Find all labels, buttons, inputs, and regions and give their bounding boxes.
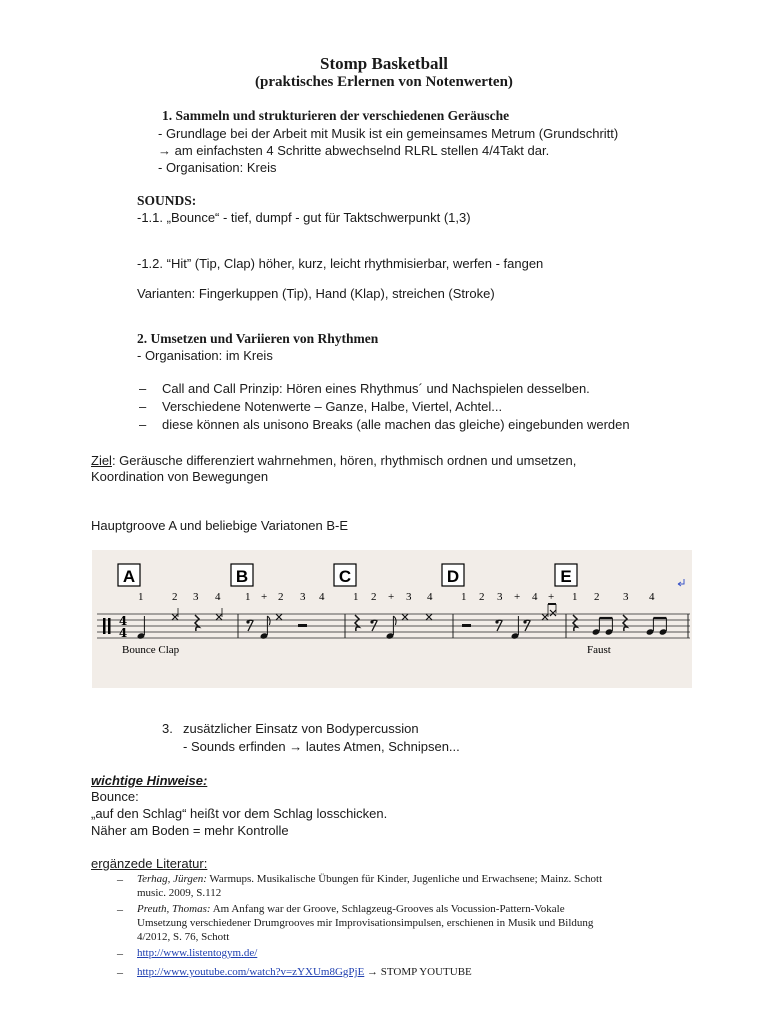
- count-label: 2: [594, 591, 600, 603]
- count-label: +: [261, 591, 268, 603]
- label-bounce-clap: Bounce Clap: [122, 644, 180, 656]
- return-arrow-icon: [678, 579, 684, 586]
- ref-text: Am Anfang war der Groove, Schlagzeug-Grooves als Vocussion-Pattern-Vokale: [210, 903, 565, 915]
- section3-heading: zusätzlicher Einsatz von Bodypercussion: [183, 721, 419, 736]
- link-suffix: → STOMP YOUTUBE: [364, 966, 472, 978]
- list-item: Verschiedene Notenwerte – Ganze, Halbe, Viertel, Achtel...: [162, 399, 503, 414]
- section1-line: - Organisation: Kreis: [158, 160, 277, 175]
- ref-text: 4/2012, S. 76, Schott: [137, 931, 230, 943]
- count-label: 3: [406, 591, 412, 603]
- section-label: D: [446, 567, 460, 586]
- section3-line: - Sounds erfinden → lautes Atmen, Schnipsen...: [183, 739, 460, 754]
- hint-line: Näher am Boden = mehr Kontrolle: [91, 823, 289, 838]
- ziel-label: Ziel: [91, 453, 112, 468]
- count-label: 3: [193, 591, 199, 603]
- ziel-line: [91, 452, 576, 469]
- count-label: 3: [623, 591, 629, 603]
- section-label: B: [235, 567, 249, 586]
- time-signature-bottom: 4: [118, 626, 128, 640]
- section1-line: → am einfachsten 4 Schritte abwechselnd RLRL stellen 4/4Takt dar.: [158, 143, 550, 158]
- sound-hit: -1.2. “Hit” (Tip, Clap) höher, kurz, leicht rhythmisierbar, werfen - fangen: [137, 256, 544, 271]
- count-label: 3: [300, 591, 306, 603]
- ref-author: Preuth, Thomas:: [137, 903, 211, 915]
- page-subtitle: (praktisches Erlernen von Notenwerten): [255, 74, 513, 90]
- count-label: 4: [319, 591, 325, 603]
- section2-org: - Organisation: im Kreis: [137, 348, 273, 363]
- count-label: 1: [572, 591, 578, 603]
- count-label: +: [514, 591, 521, 603]
- count-label: 1: [245, 591, 251, 603]
- sound-bounce: -1.1. „Bounce“ - tief, dumpf - gut für Taktschwerpunkt (1,3): [137, 210, 471, 225]
- hint-line: Bounce:: [91, 789, 139, 804]
- ziel-text-2: Koordination von Bewegungen: [91, 469, 269, 484]
- groove-caption: Hauptgroove A und beliebige Variatonen B-E: [91, 518, 349, 533]
- hints-heading: wichtige Hinweise:: [91, 773, 208, 788]
- page-title: Stomp Basketball: [320, 54, 448, 73]
- count-label: 2: [479, 591, 485, 603]
- section3-number: 3.: [162, 721, 173, 736]
- label-faust: Faust: [587, 644, 611, 656]
- count-label: 4: [532, 591, 538, 603]
- section1-line: - Grundlage bei der Arbeit mit Musik ist ein gemeinsames Metrum (Grundschritt): [158, 126, 619, 141]
- link-row: [137, 965, 472, 980]
- section1-heading: 1. Sammeln und strukturieren der verschiedenen Geräusche: [162, 108, 510, 123]
- count-label: 1: [461, 591, 467, 603]
- ref-text: music. 2009, S.112: [137, 887, 222, 899]
- link-listentogym[interactable]: http://www.listentogym.de/: [137, 947, 258, 959]
- section-label: C: [338, 567, 352, 586]
- notation-svg: [92, 550, 692, 688]
- music-notation: [92, 550, 692, 688]
- list-bullet: –: [117, 965, 123, 979]
- list-bullet: –: [117, 872, 123, 886]
- note-symbols: [137, 604, 668, 640]
- count-label: +: [548, 591, 555, 603]
- hint-line: „auf den Schlag“ heißt vor dem Schlag losschicken.: [91, 806, 388, 821]
- section2-heading: 2. Umsetzen und Variieren von Rhythmen: [137, 331, 379, 346]
- percussion-clef-icon: [103, 618, 106, 634]
- list-bullet: –: [139, 417, 147, 432]
- count-label: 1: [138, 591, 144, 603]
- link-row: [137, 946, 257, 961]
- ziel-text: : Geräusche differenziert wahrnehmen, hören, rhythmisch ordnen und umsetzen,: [111, 453, 577, 468]
- count-label: +: [388, 591, 395, 603]
- ref-text: Warmups. Musikalische Übungen für Kinder, Jugenliche und Erwachsene; Mainz. Schott: [206, 873, 603, 885]
- time-signature-top: 4: [118, 614, 128, 628]
- literature-ref-1: [137, 872, 602, 887]
- literature-heading: ergänzede Literatur:: [91, 856, 208, 871]
- section-label: A: [122, 567, 136, 586]
- list-bullet: –: [139, 399, 147, 414]
- sounds-heading: SOUNDS:: [137, 193, 197, 208]
- count-label: 4: [215, 591, 221, 603]
- count-label: 2: [278, 591, 284, 603]
- list-item: diese können als unisono Breaks (alle machen das gleiche) eingebunden werden: [162, 417, 630, 432]
- count-label: 3: [497, 591, 503, 603]
- section-label: E: [560, 567, 572, 586]
- count-label: 1: [353, 591, 359, 603]
- list-bullet: –: [117, 902, 123, 916]
- count-label: 4: [427, 591, 433, 603]
- list-bullet: –: [139, 381, 147, 396]
- count-label: 4: [649, 591, 655, 603]
- sound-variants: Varianten: Fingerkuppen (Tip), Hand (Klap), streichen (Stroke): [137, 286, 495, 301]
- list-item: Call and Call Prinzip: Hören eines Rhythmus´ und Nachspielen desselben.: [162, 381, 590, 396]
- link-youtube[interactable]: http://www.youtube.com/watch?v=zYXUm8GgPjE: [137, 966, 365, 978]
- ref-author: Terhag, Jürgen:: [137, 873, 207, 885]
- list-bullet: –: [117, 946, 123, 960]
- literature-ref-2: [137, 902, 565, 917]
- ref-text: Umsetzung verschiedener Drumgrooves mir Improvisationsimpulsen, erschienen in Musik und Bildung: [137, 917, 594, 929]
- count-label: 2: [172, 591, 178, 603]
- count-label: 2: [371, 591, 377, 603]
